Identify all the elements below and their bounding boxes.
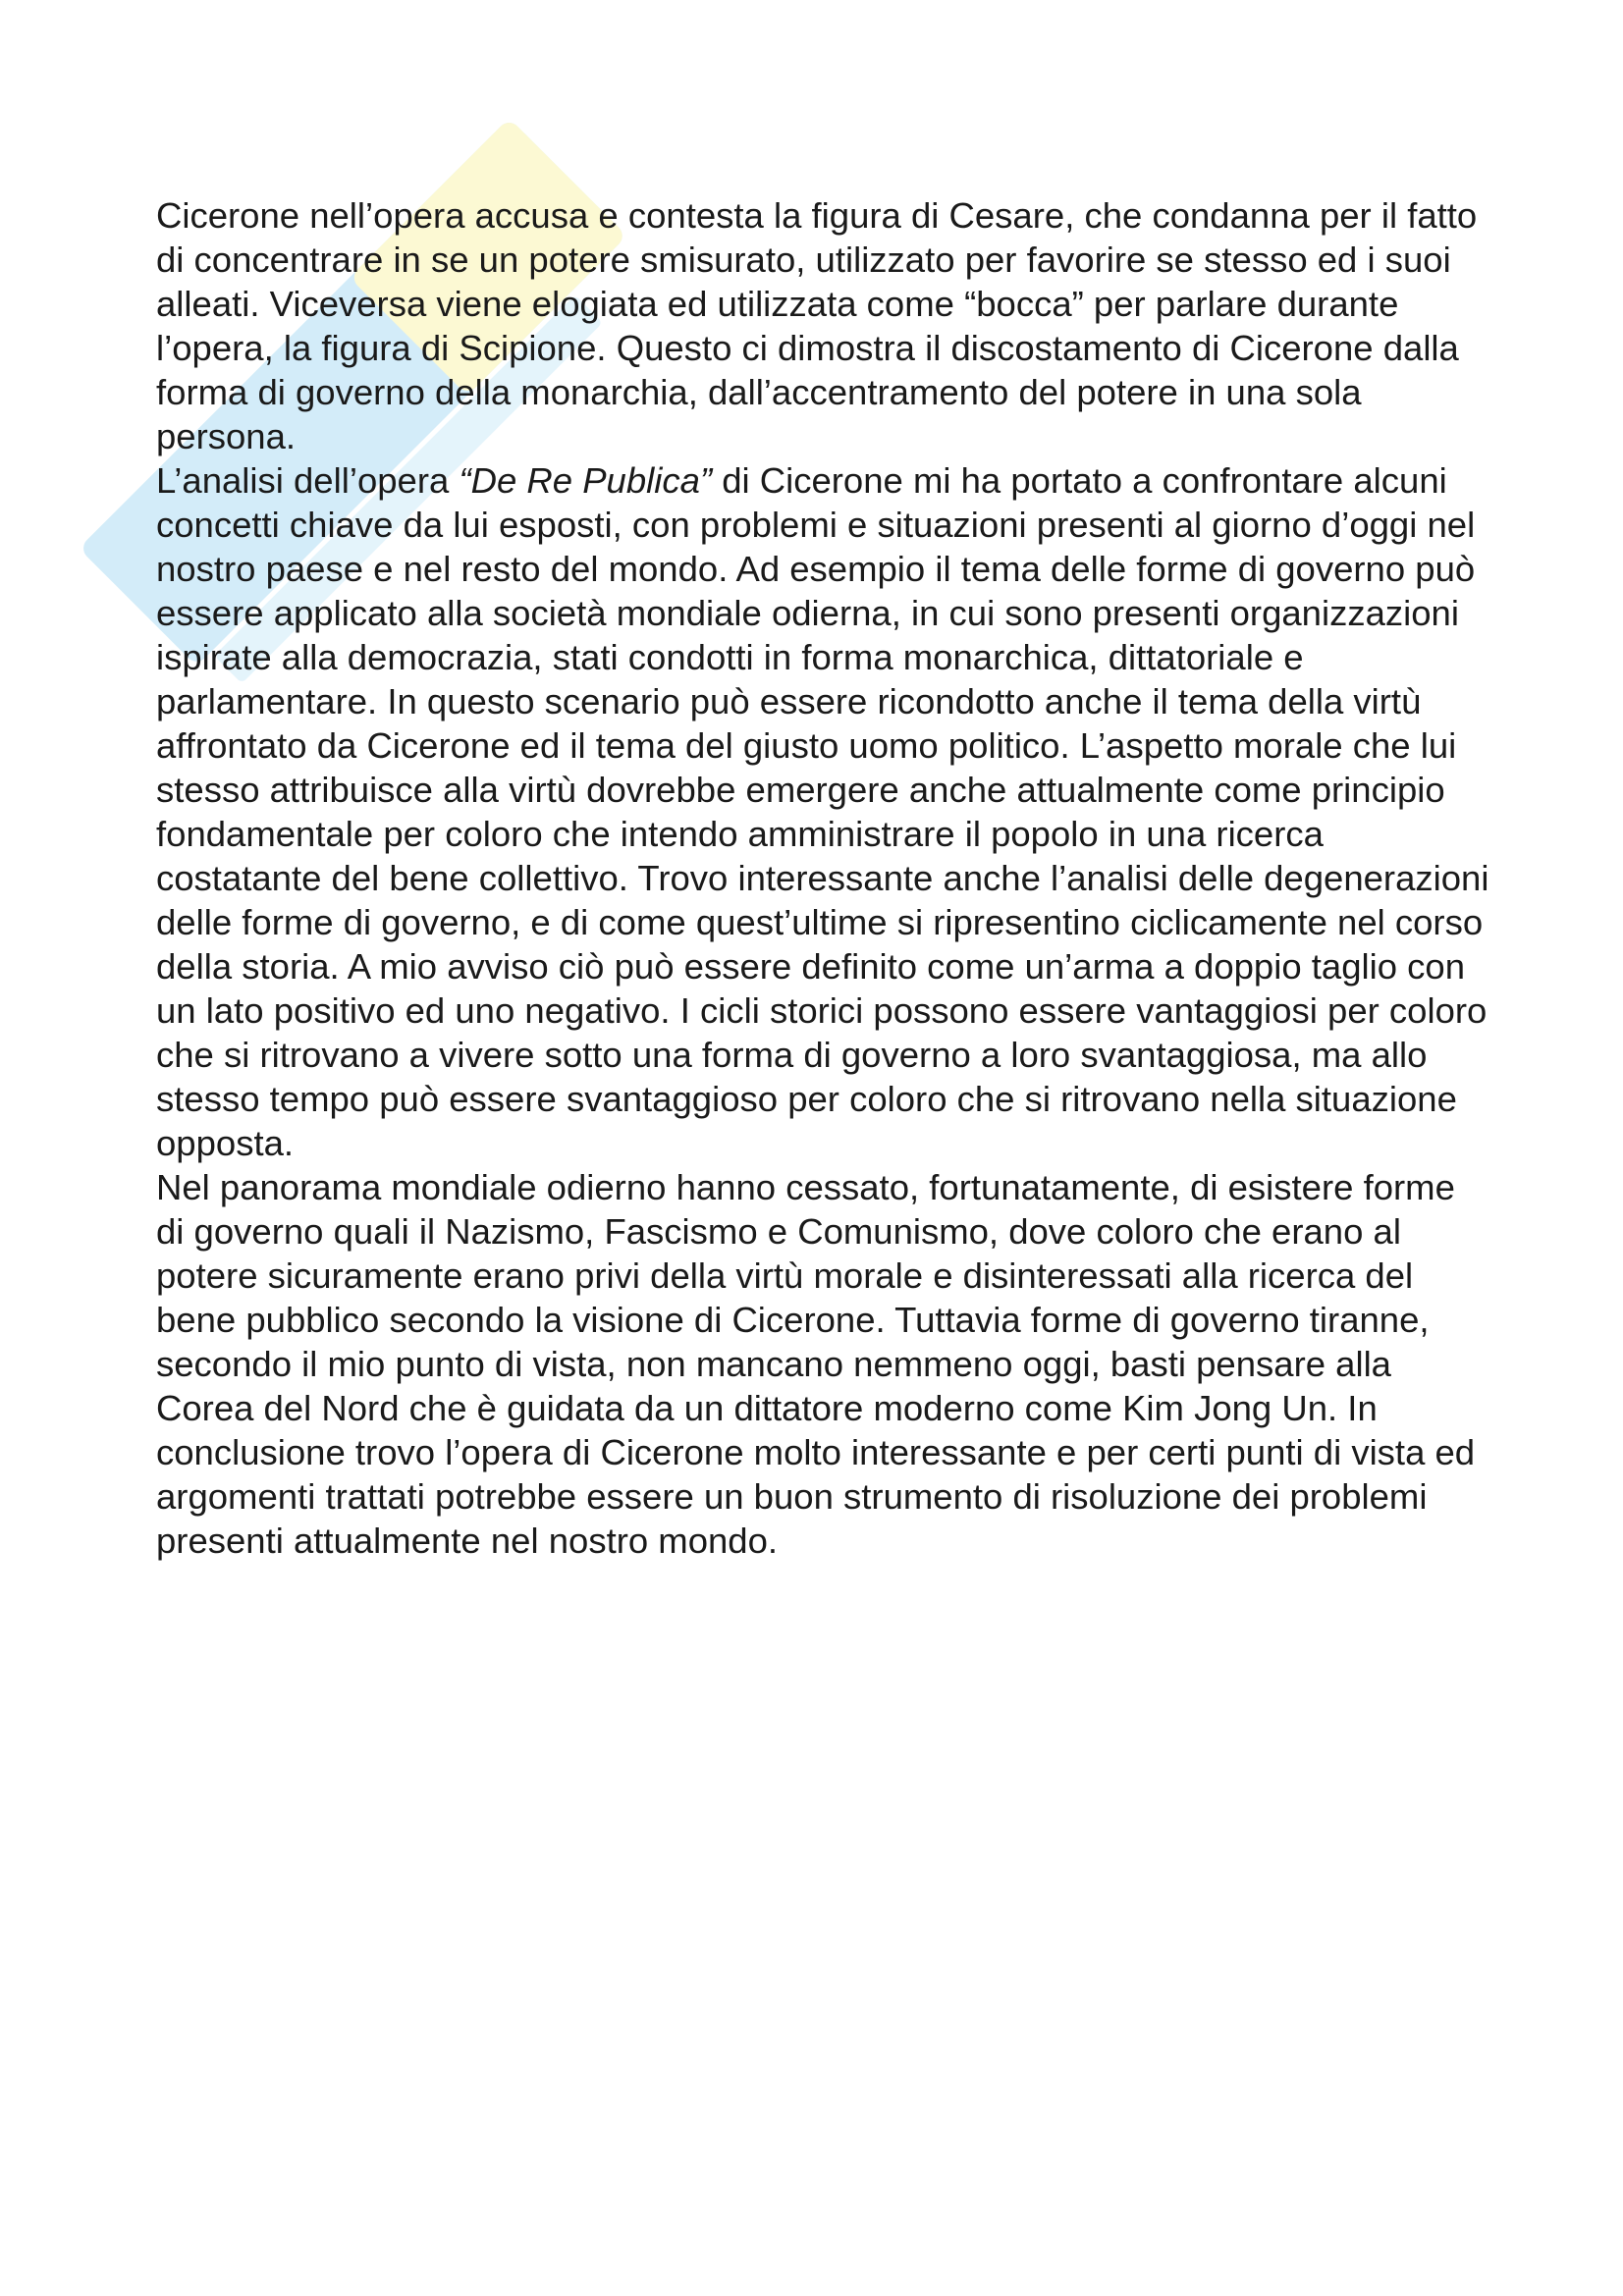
document-body xyxy=(156,193,1491,1563)
paragraph-1: Cicerone nell’opera accusa e contesta la figura di Cesare, che condanna per il fatto di concentrare in se un potere smisurato, utilizzato per favorire se stesso ed i suoi alleati. Viceversa viene elogiata ed utilizzata come “bocca” per parlare durante l’opera, la figura di Scipione. Questo ci dimostra il discostamento di Cicerone dalla forma di governo della monarchia, dall’accentramento del potere in una sola persona. xyxy=(156,195,1478,456)
paragraph-3: Nel panorama mondiale odierno hanno cessato, fortunatamente, di esistere forme di governo quali il Nazismo, Fascismo e Comunismo, dove coloro che erano al potere sicuramente erano privi della virtù morale e disinteressati alla ricerca del bene pubblico secondo la visione di Cicerone. Tuttavia forme di governo tiranne, secondo il mio punto di vista, non mancano nemmeno oggi, basti pensare alla Corea del Nord che è guidata da un dittatore moderno come Kim Jong Un. In conclusione trovo l’opera di Cicerone molto interessante e per certi punti di vista ed argomenti trattati potrebbe essere un buon strumento di risoluzione dei problemi presenti attualmente nel nostro mondo. xyxy=(156,1167,1476,1561)
work-title: “De Re Publica” xyxy=(459,460,713,501)
paragraph-2-body: di Cicerone mi ha portato a confrontare alcuni concetti chiave da lui esposti, con problemi e situazioni presenti al giorno d’oggi nel nostro paese e nel resto del mondo. Ad esempio il tema delle forme di governo può essere applicato alla società mondiale odierna, in cui sono presenti organizzazioni ispirate alla democrazia, stati condotti in forma monarchica, dittatoriale e parlamentare. In questo scenario può essere ricondotto anche il tema della virtù affrontato da Cicerone ed il tema del giusto uomo politico. L’aspetto morale che lui stesso attribuisce alla virtù dovrebbe emergere anche attualmente come principio fondamentale per coloro che intendo amministrare il popolo in una ricerca costatante del bene collettivo. Trovo interessante anche l’analisi delle degenerazioni delle forme di governo, e di come quest’ultime si ripresentino ciclicamente nel corso della storia. A mio avviso ciò può essere definito come un’arma a doppio taglio con un lato positivo ed uno negativo. I cicli storici possono essere vantaggiosi per coloro che si ritrovano a vivere sotto una forma di governo a loro svantaggiosa, ma allo stesso tempo può essere svantaggioso per coloro che si ritrovano nella situazione opposta. xyxy=(156,460,1489,1163)
paragraph-2 xyxy=(156,458,1491,1165)
paragraph-2-intro: L’analisi dell’opera xyxy=(156,460,460,501)
